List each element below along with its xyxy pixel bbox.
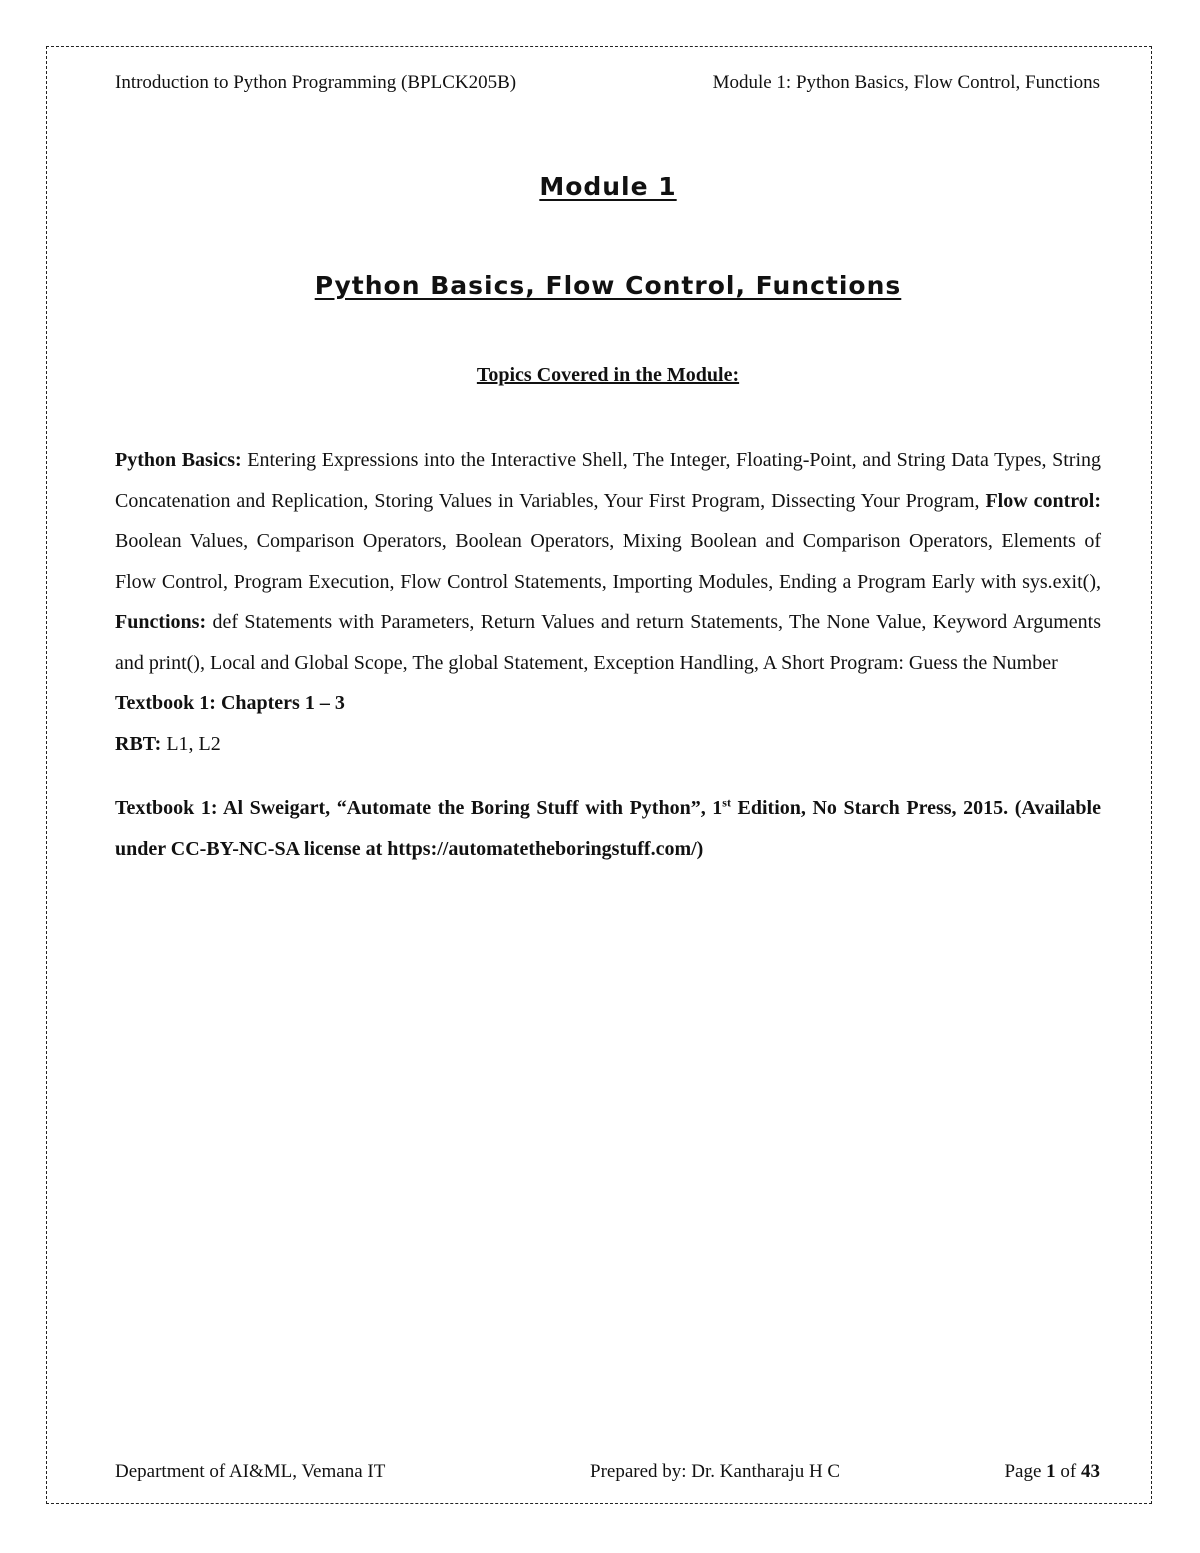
main-content (115, 440, 1101, 869)
flow-text: Boolean Values, Comparison Operators, Boolean Operators, Mixing Boolean and Comparison Operators, Elements of Flow Control, Program Execution, Flow Control Statements, Importing Modules, Ending a Program Early with sys.exit(), (115, 530, 1101, 593)
flow-label: Flow control: (985, 489, 1101, 512)
page-total: 43 (1081, 1461, 1100, 1482)
functions-text: def Statements with Parameters, Return Values and return Statements, The None Value, Keyword Arguments and print(), Local and Global Scope, The global Statement, Exception Handling, A Short Program: Guess the Number (115, 611, 1101, 674)
rbt-line (115, 724, 1101, 765)
textbook-ref-part1: Textbook 1: Al Sweigart, “Automate the Boring Stuff with Python”, 1 (115, 797, 723, 819)
rbt-label: RBT: (115, 732, 162, 755)
basics-text: Entering Expressions into the Interactive Shell, The Integer, Floating-Point, and String Data Types, String Concatenation and Replication, Storing Values in Variables, Your First Program, Dissecting Your Program, (115, 449, 1102, 512)
functions-label: Functions: (115, 611, 207, 633)
page-of: of (1055, 1461, 1081, 1482)
module-subtitle: Python Basics, Flow Control, Functions (314, 271, 902, 300)
textbook-chapters (115, 683, 1101, 724)
textbook-reference (115, 788, 1101, 869)
module-title: Module 1 (539, 172, 677, 201)
page-current: 1 (1046, 1461, 1056, 1482)
textbook-chapters-label: Textbook 1: (115, 692, 216, 714)
page-word: Page (1004, 1461, 1047, 1482)
textbook-ref-part2: Edition, No Starch Press, 2015. (Available under CC-BY-NC-SA license at https://automatetheboringstuff.com/) (115, 797, 1101, 860)
page-header (115, 72, 1100, 94)
footer-department: Department of AI&ML, Vemana IT (115, 1461, 386, 1482)
page-footer (115, 1461, 1100, 1483)
topics-heading: Topics Covered in the Module: (476, 364, 740, 386)
textbook-chapters-value: Chapters 1 – 3 (215, 692, 345, 714)
header-course-title: Introduction to Python Programming (BPLCK205B) (115, 72, 517, 93)
footer-prepared-by: Prepared by: Dr. Kantharaju H C (590, 1461, 841, 1482)
textbook-ref-superscript: st (722, 795, 731, 810)
header-module-title: Module 1: Python Basics, Flow Control, Functions (712, 72, 1100, 93)
topics-paragraph (115, 440, 1101, 683)
footer-page-number (1004, 1461, 1100, 1483)
basics-label: Python Basics: (115, 449, 242, 471)
rbt-value: L1, L2 (161, 732, 221, 755)
